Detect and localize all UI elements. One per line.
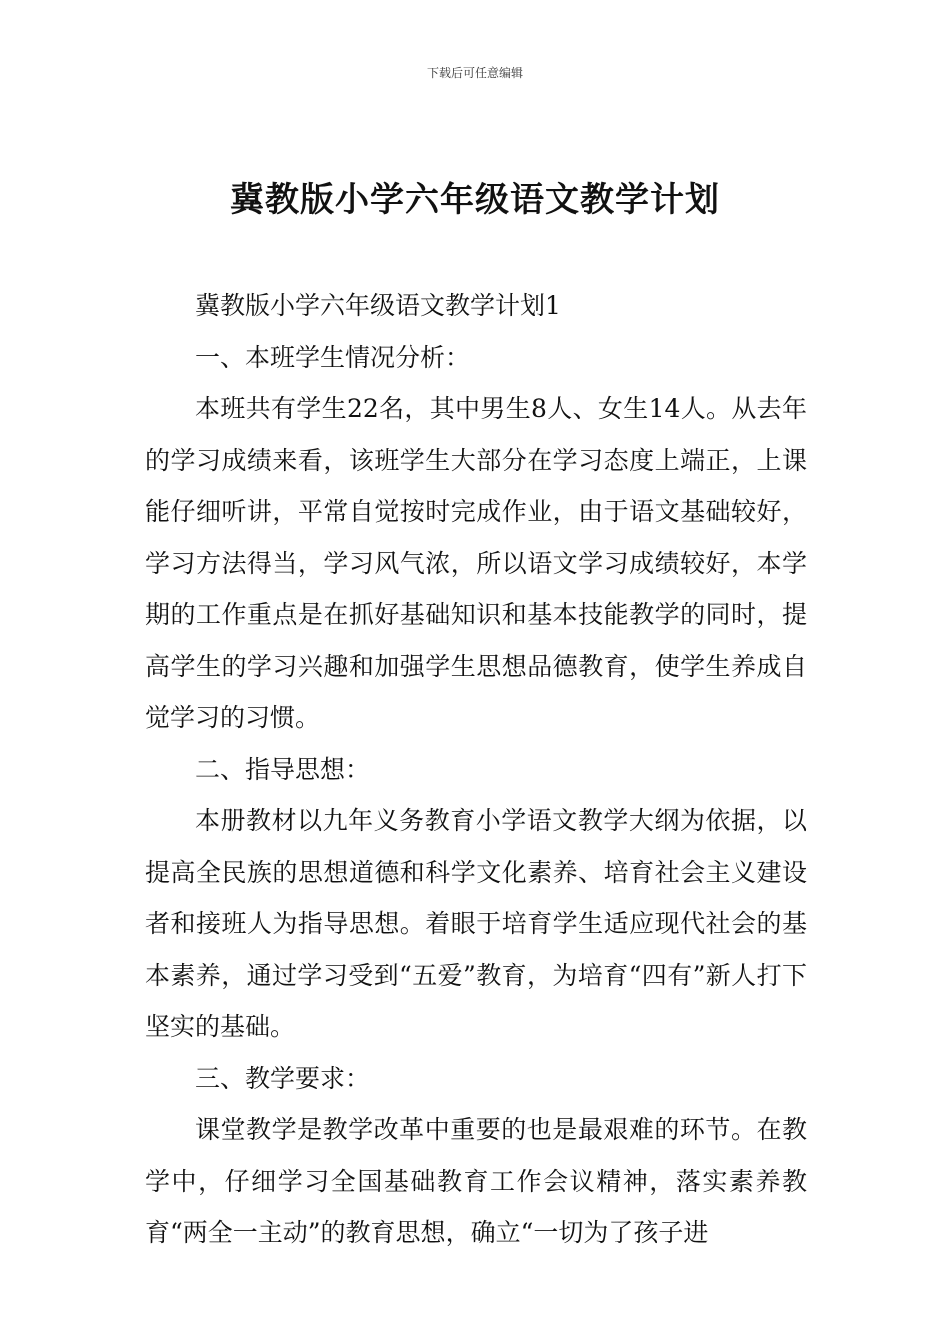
body-paragraph-1: 本班共有学生22名，其中男生8人、女生14人。从去年的学习成绩来看，该班学生大部分在学习态度上端正，上课能仔细听讲，平常自觉按时完成作业，由于语文基础较好，学习方法得当，学习风气浓，所以语文学习成绩较好，本学期的工作重点是在抓好基础知识和基本技能教学的同时，提高学生的学习兴趣和加强学生思想品德教育，使学生养成自觉学习的习惯。	[145, 394, 807, 732]
page-header-note: 下载后可任意编辑	[426, 66, 523, 80]
section-heading-1: 一、本班学生情况分析：	[195, 342, 471, 372]
section-heading-3: 三、教学要求：	[195, 1063, 371, 1093]
subtitle-paragraph: 冀教版小学六年级语文教学计划1	[195, 291, 561, 320]
section-heading-2: 二、指导思想：	[195, 754, 371, 784]
document-title: 冀教版小学六年级语文教学计划	[230, 180, 720, 220]
document-body	[145, 280, 807, 1259]
body-paragraph-2: 本册教材以九年义务教育小学语文教学大纲为依据，以提高全民族的思想道德和科学文化素养、培育社会主义建设者和接班人为指导思想。着眼于培育学生适应现代社会的基本素养，通过学习受到“五爱”教育，为培育“四有”新人打下坚实的基础。	[145, 806, 807, 1041]
body-paragraph-3: 课堂教学是教学改革中重要的也是最艰难的环节。在教学中，仔细学习全国基础教育工作会议精神，落实素养教育“两全一主动”的教育思想，确立“一切为了孩子进	[145, 1115, 807, 1247]
